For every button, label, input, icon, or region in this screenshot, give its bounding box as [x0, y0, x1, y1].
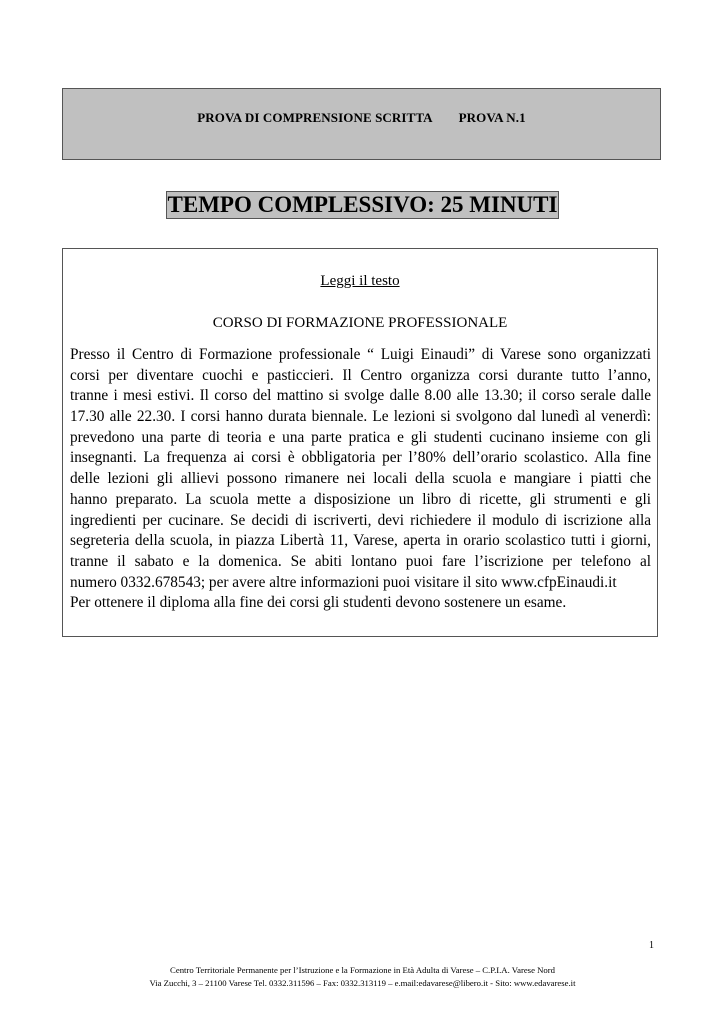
- header-banner: [62, 88, 661, 160]
- course-title: CORSO DI FORMAZIONE PROFESSIONALE: [212, 315, 508, 331]
- page-number: 1: [649, 940, 654, 951]
- paragraph-line: hanno preparato. La scuola mette a disposizione un libro di ricette, gli strumenti e gli: [70, 490, 651, 508]
- paragraph-line: insegnanti. La frequenza ai corsi è obbligatoria per l’80% dell’orario scolastico. Alla fine: [70, 449, 651, 467]
- test-number: PROVA N.1: [458, 110, 526, 125]
- footer-line-contacts: Via Zucchi, 3 – 21100 Varese Tel. 0332.311596 – Fax: 0332.313119 – e.mail:edavarese@libero.it - Sito: www.edavarese.it: [149, 978, 576, 988]
- paragraph-line: Per ottenere il diploma alla fine dei corsi gli studenti devono sostenere un esame.: [70, 594, 567, 612]
- time-title: TEMPO COMPLESSIVO: 25 MINUTI: [167, 192, 558, 217]
- header-text: [63, 110, 660, 126]
- reading-paragraph: [70, 345, 651, 614]
- paragraph-line: Presso il Centro di Formazione professionale “ Luigi Einaudi” di Varese sono organizzati: [70, 346, 651, 363]
- paragraph-line: tranne i mesi estivi. Il corso del mattino si svolge dalle 8.00 alle 13.30; il corso serale dalle: [70, 387, 651, 405]
- paragraph-line: numero 0332.678543; per avere altre informazioni puoi visitare il sito www.cfpEinaudi.it: [70, 573, 617, 591]
- paragraph-line: ingredienti per cucinare. Se decidi di iscriverti, devi richiedere il modulo di iscrizione alla: [70, 511, 651, 529]
- test-title: PROVA DI COMPRENSIONE SCRITTA: [197, 110, 433, 125]
- paragraph-line: corsi per diventare cuochi e pasticcieri. Il Centro organizza corsi durante tutto l’anno,: [70, 366, 651, 384]
- paragraph-line: tranne il sabato e la domenica. Se abiti lontano puoi fare l’iscrizione per telefono al: [70, 552, 651, 570]
- time-title-row: [0, 191, 725, 219]
- paragraph-line: segreteria della scuola, in piazza Libertà 11, Varese, aperta in orario scolastico tutti i giorni,: [70, 532, 651, 550]
- footer: [0, 964, 725, 990]
- reading-text-box: [62, 248, 658, 637]
- paragraph-line: prevedono una parte di teoria e una parte pratica e gli studenti cucinano insieme con gli: [70, 428, 651, 446]
- paragraph-line: 17.30 alle 22.30. I corsi hanno durata biennale. Le lezioni si svolgono dal lunedì al venerdì:: [70, 408, 651, 426]
- footer-line-institution: Centro Territoriale Permanente per l’Istruzione e la Formazione in Età Adulta di Varese – C.P.I.A. Varese Nord: [170, 965, 555, 975]
- read-title: Leggi il testo: [320, 273, 400, 289]
- paragraph-line: delle lezioni gli allievi possono rimanere nei locali della scuola e mangiare i piatti che: [70, 470, 651, 488]
